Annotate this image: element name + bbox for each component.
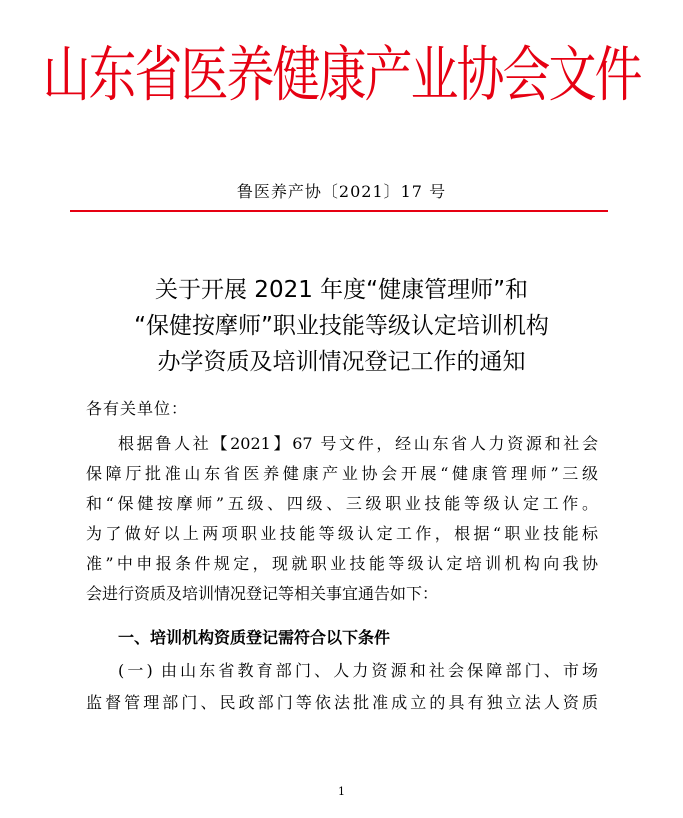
item-line: (一) 由山东省教育部门、人力资源和社会保障部门、市场 [118, 661, 598, 680]
header-divider [70, 210, 608, 212]
body-paragraph [86, 429, 598, 609]
section-heading: 一、培训机构资质登记需符合以下条件 [118, 628, 391, 647]
paragraph-line: 为了做好以上两项职业技能等级认定工作，根据“职业技能标 [86, 524, 598, 543]
paragraph-line: 和“保健按摩师”五级、四级、三级职业技能等级认定工作。 [86, 494, 598, 513]
paragraph-line: 保障厅批准山东省医养健康产业协会开展“健康管理师”三级 [86, 464, 598, 483]
paragraph-line: 根据鲁人社【2021】67 号文件，经山东省人力资源和社会 [118, 434, 598, 453]
page-number: 1 [338, 785, 345, 798]
paragraph-line: 准”中申报条件规定，现就职业技能等级认定培训机构向我协 [86, 554, 598, 573]
document-number: 鲁医养产协〔2021〕17 号 [236, 182, 447, 201]
salutation: 各有关单位： [86, 399, 189, 418]
item-line: 监督管理部门、民政部门等依法批准成立的具有独立法人资质 [86, 693, 598, 712]
notice-title [0, 272, 683, 380]
notice-title-line: 办学资质及培训情况登记工作的通知 [157, 349, 526, 375]
document-header-title: 山东省医养健康产业协会文件 [42, 40, 641, 111]
condition-item [86, 655, 598, 719]
notice-title-line: 关于开展 2021 年度“健康管理师”和 [155, 277, 528, 303]
paragraph-line: 会进行资质及培训情况登记等相关事宜通告如下： [86, 584, 439, 603]
notice-title-line: “保健按摩师”职业技能等级认定培训机构 [134, 313, 549, 339]
